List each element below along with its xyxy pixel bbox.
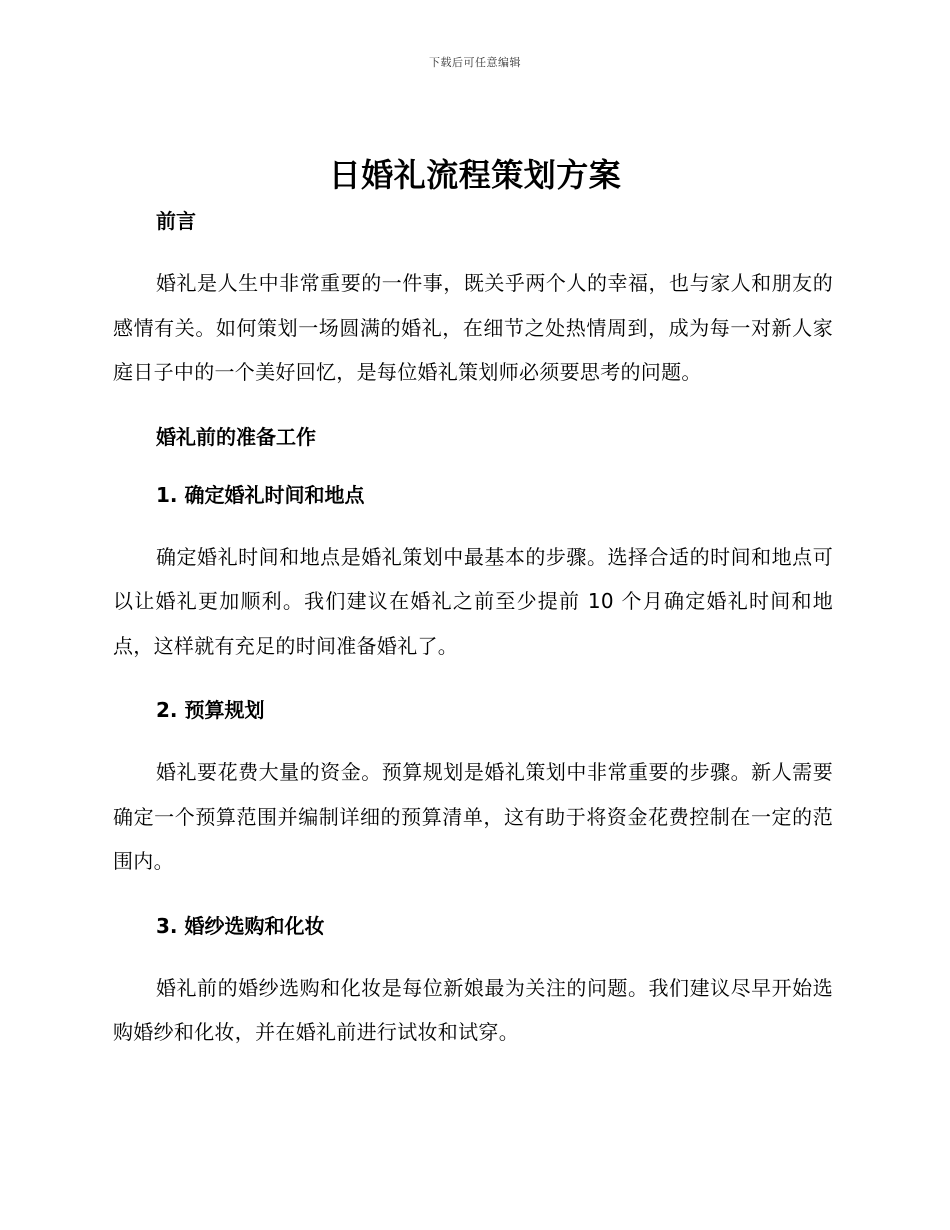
item3-heading: 3. 婚纱选购和化妆 [156, 913, 325, 938]
preface-paragraph: 婚礼是人生中非常重要的一件事，既关乎两个人的幸福，也与家人和朋友的感情有关。如何策划一场圆满的婚礼，在细节之处热情周到，成为每一对新人家庭日子中的一个美好回忆，是每位婚礼策划师必须要思考的问题。 [113, 271, 833, 384]
item1-heading: 1. 确定婚礼时间和地点 [156, 482, 365, 507]
document-title: 日婚礼流程策划方案 [328, 156, 622, 194]
item2-paragraph: 婚礼要花费大量的资金。预算规划是婚礼策划中非常重要的步骤。新人需要确定一个预算范围并编制详细的预算清单，这有助于将资金花费控制在一定的范围内。 [113, 760, 833, 873]
document-body [113, 205, 833, 1055]
item1-paragraph: 确定婚礼时间和地点是婚礼策划中最基本的步骤。选择合适的时间和地点可以让婚礼更加顺利。我们建议在婚礼之前至少提前 10 个月确定婚礼时间和地点，这样就有充足的时间准备婚礼了。 [113, 544, 833, 658]
item2-heading: 2. 预算规划 [156, 698, 265, 722]
header-note: 下载后可任意编辑 [429, 56, 521, 69]
preparation-heading: 婚礼前的准备工作 [156, 424, 316, 449]
preface-heading: 前言 [156, 209, 196, 233]
item3-paragraph: 婚礼前的婚纱选购和化妆是每位新娘最为关注的问题。我们建议尽早开始选购婚纱和化妆，并在婚礼前进行试妆和试穿。 [113, 975, 833, 1044]
